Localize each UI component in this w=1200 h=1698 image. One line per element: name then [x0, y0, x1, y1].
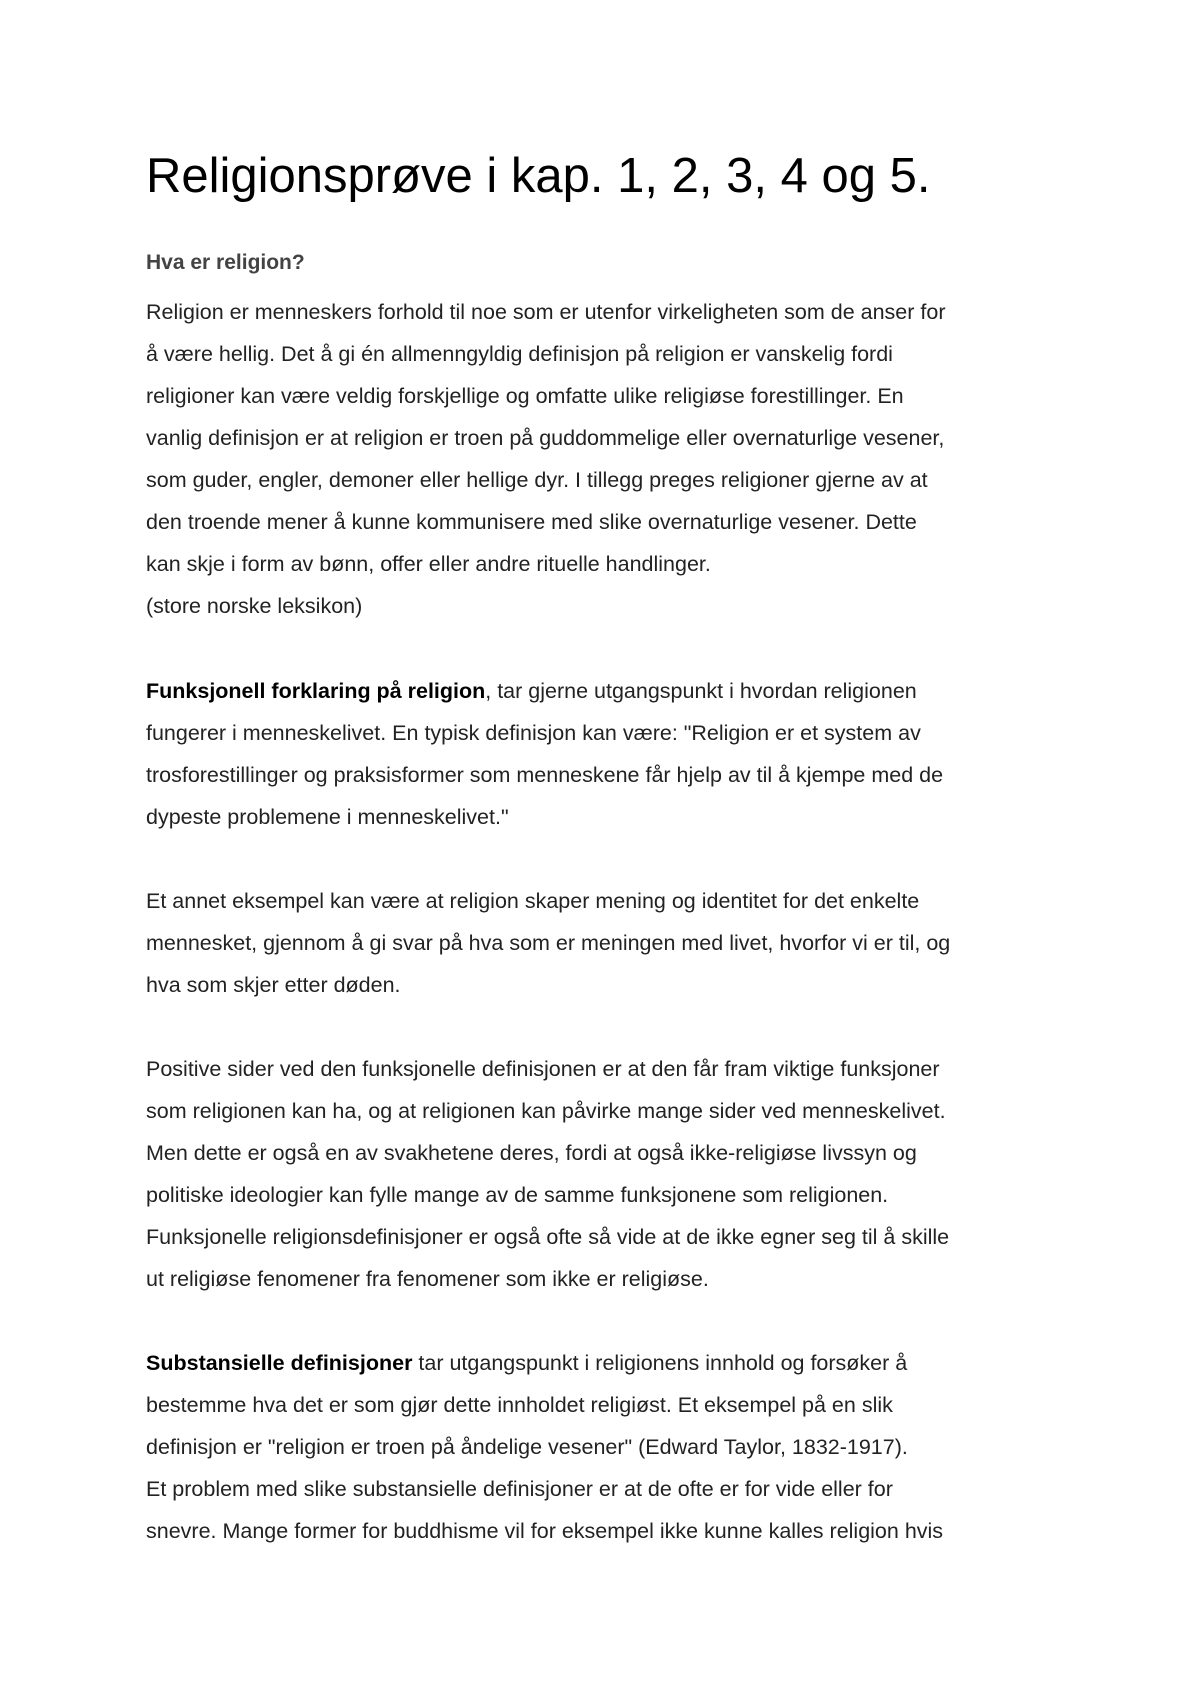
page-title: Religionsprøve i kap. 1, 2, 3, 4 og 5. — [146, 149, 931, 203]
text-fragment: tar utgangspunkt i religionens innhold og forsøker å — [412, 1351, 908, 1375]
text-line: mennesket, gjennom å gi svar på hva som er meningen med livet, hvorfor vi er til, og — [146, 931, 951, 955]
text-line: som religionen kan ha, og at religionen kan påvirke mange sider ved menneskelivet. — [146, 1099, 946, 1123]
text-line: kan skje i form av bønn, offer eller andre rituelle handlinger. — [146, 552, 711, 576]
text-line: Funksjonelle religionsdefinisjoner er også ofte så vide at de ikke egner seg til å skille — [146, 1225, 950, 1249]
text-line: den troende mener å kunne kommunisere med slike overnaturlige vesener. Dette — [146, 510, 917, 534]
text-line: Positive sider ved den funksjonelle definisjonen er at den får fram viktige funksjoner — [146, 1057, 940, 1081]
text-line — [146, 1342, 1076, 1384]
text-line: ut religiøse fenomener fra fenomener som ikke er religiøse. — [146, 1267, 709, 1291]
bold-term: Funksjonell forklaring på religion — [146, 679, 486, 703]
text-line: dypeste problemene i menneskelivet." — [146, 805, 509, 829]
text-line: Et problem med slike substansielle definisjoner er at de ofte er for vide eller for — [146, 1477, 893, 1501]
text-line: religioner kan være veldig forskjellige og omfatte ulike religiøse forestillinger. En — [146, 384, 904, 408]
text-line: hva som skjer etter døden. — [146, 973, 401, 997]
paragraph-definition — [146, 291, 1076, 627]
text-line: Religion er menneskers forhold til noe som er utenfor virkeligheten som de anser for — [146, 300, 946, 324]
text-fragment: , tar gjerne utgangspunkt i hvordan religionen — [485, 679, 917, 703]
text-line: trosforestillinger og praksisformer som menneskene får hjelp av til å kjempe med de — [146, 763, 944, 787]
source-citation: (store norske leksikon) — [146, 594, 363, 618]
paragraph-functional — [146, 670, 1076, 838]
text-line: som guder, engler, demoner eller hellige dyr. I tillegg preges religioner gjerne av at — [146, 468, 928, 492]
text-line: Et annet eksempel kan være at religion skaper mening og identitet for det enkelte — [146, 889, 920, 913]
text-line: Men dette er også en av svakhetene deres, fordi at også ikke-religiøse livssyn og — [146, 1141, 917, 1165]
text-line: å være hellig. Det å gi én allmenngyldig definisjon på religion er vanskelig fordi — [146, 342, 893, 366]
text-line: bestemme hva det er som gjør dette innholdet religiøst. Et eksempel på en slik — [146, 1393, 893, 1417]
text-line: snevre. Mange former for buddhisme vil for eksempel ikke kunne kalles religion hvis — [146, 1519, 944, 1543]
text-line — [146, 670, 1076, 712]
section-heading: Hva er religion? — [146, 251, 305, 274]
paragraph-substantial — [146, 1342, 1076, 1552]
text-line: definisjon er "religion er troen på åndelige vesener" (Edward Taylor, 1832-1917). — [146, 1435, 908, 1459]
paragraph-example — [146, 880, 1076, 1006]
text-line: vanlig definisjon er at religion er troen på guddommelige eller overnaturlige vesener, — [146, 426, 945, 450]
bold-term: Substansielle definisjoner — [146, 1351, 413, 1375]
text-line: politiske ideologier kan fylle mange av de samme funksjonene som religionen. — [146, 1183, 889, 1207]
paragraph-pros-cons — [146, 1048, 1076, 1300]
text-line: fungerer i menneskelivet. En typisk definisjon kan være: "Religion er et system av — [146, 721, 921, 745]
